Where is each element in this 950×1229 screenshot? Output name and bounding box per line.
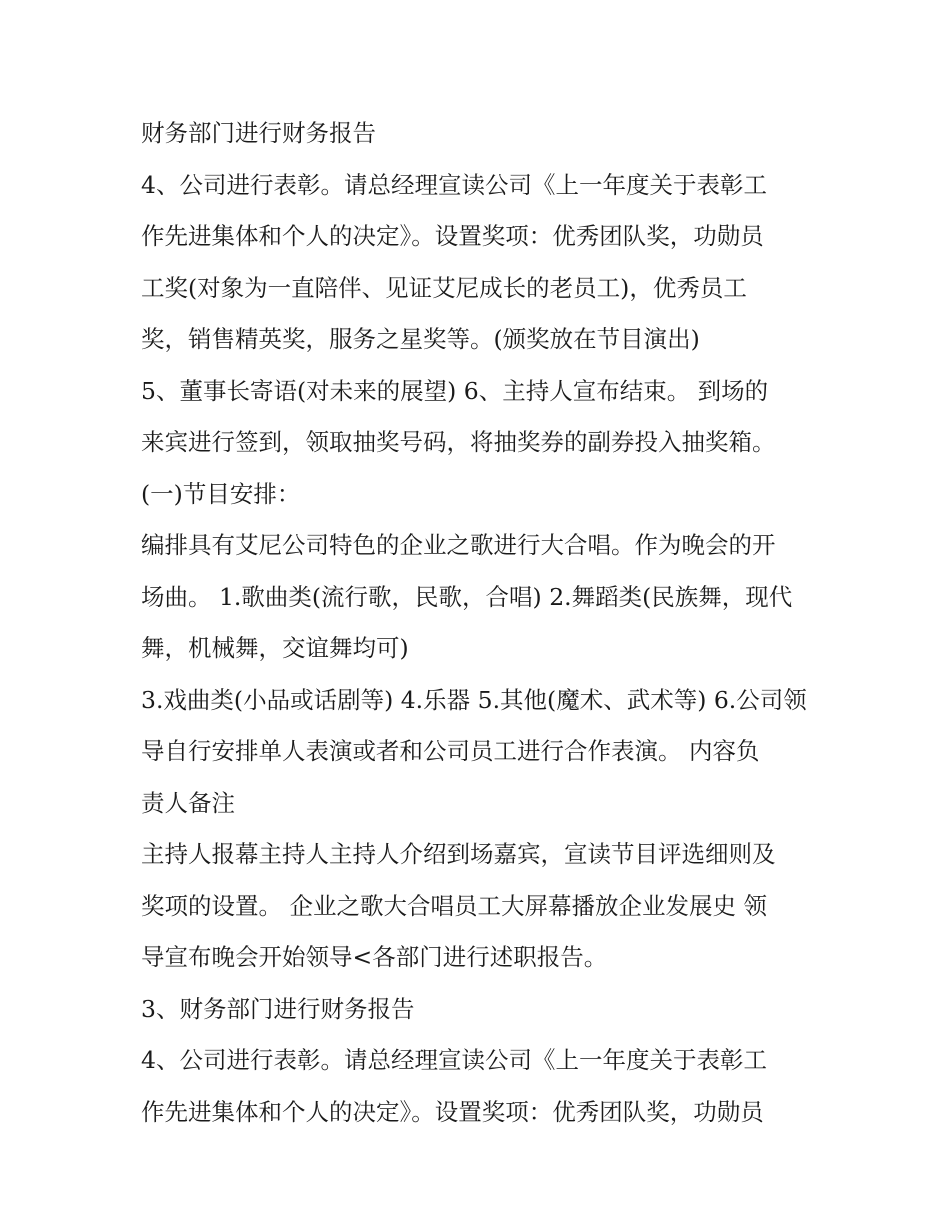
- text-line: 导宣布晚会开始领导<各部门进行述职报告。: [141, 943, 608, 971]
- text-line: 4、公司进行表彰。请总经理宣读公司《上一年度关于表彰工: [141, 1046, 767, 1074]
- text-line: 责人备注: [141, 788, 235, 817]
- text-line: (一)节目安排：: [141, 479, 301, 508]
- text-line: 3.戏曲类(小品或话剧等) 4.乐器 5.其他(魔术、武术等) 6.公司领: [141, 685, 807, 714]
- text-line: 舞，机械舞，交谊舞均可): [141, 634, 409, 662]
- text-line: 奖项的设置。 企业之歌大合唱员工大屏幕播放企业发展史 领: [141, 891, 767, 920]
- text-line: 3、财务部门进行财务报告: [141, 994, 415, 1023]
- text-line: 4、公司进行表彰。请总经理宣读公司《上一年度关于表彰工: [141, 170, 767, 199]
- text-line: 奖，销售精英奖，服务之星奖等。(颁奖放在节目演出): [141, 325, 700, 353]
- text-line: 工奖(对象为一直陪伴、见证艾尼成长的老员工)，优秀员工: [141, 273, 747, 302]
- text-line: 财务部门进行财务报告: [141, 119, 376, 147]
- text-line: 编排具有艾尼公司特色的企业之歌进行大合唱。作为晚会的开: [141, 531, 776, 559]
- text-line: 5、董事长寄语(对未来的展望) 6、主持人宣布结束。 到场的: [141, 376, 769, 405]
- text-line: 场曲。 1.歌曲类(流行歌，民歌，合唱) 2.舞蹈类(民族舞，现代: [141, 582, 793, 611]
- text-line: 作先进集体和个人的决定》。设置奖项：优秀团队奖，功勋员: [141, 222, 764, 250]
- text-line: 来宾进行签到，领取抽奖号码，将抽奖券的副券投入抽奖箱。: [141, 428, 776, 456]
- text-line: 主持人报幕主持人主持人介绍到场嘉宾，宣读节目评选细则及: [141, 840, 776, 868]
- text-line: 导自行安排单人表演或者和公司员工进行合作表演。 内容负: [141, 737, 760, 765]
- text-line: 作先进集体和个人的决定》。设置奖项：优秀团队奖，功勋员: [141, 1097, 764, 1126]
- document-body: [141, 108, 816, 1138]
